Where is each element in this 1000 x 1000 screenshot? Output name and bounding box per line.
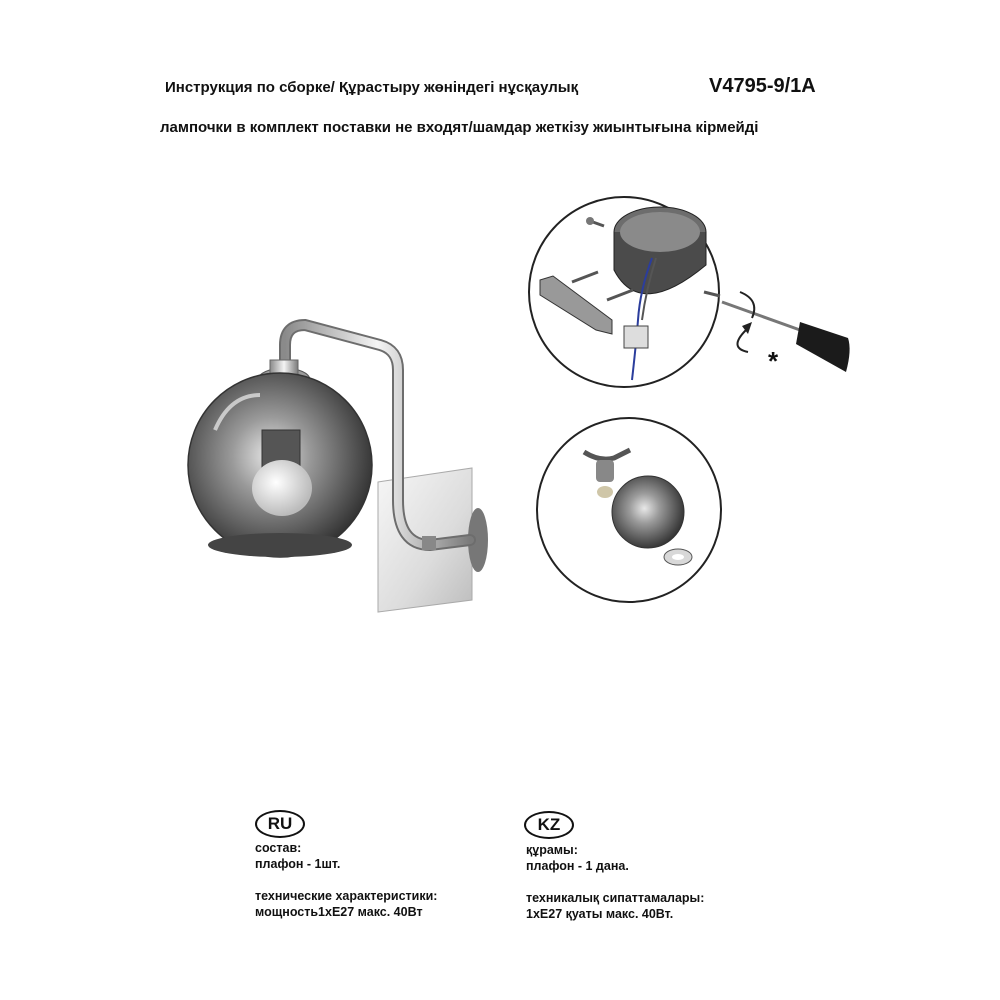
bulbs-note: лампочки в комплект поставки не входят/шамдар жеткізу жиынтығына кірмейді bbox=[160, 119, 759, 136]
screwdriver-shaft bbox=[722, 302, 800, 330]
model-code: V4795-9/1A bbox=[709, 75, 816, 97]
base-rim bbox=[620, 212, 700, 252]
kz-composition-value: плафон - 1 дана. bbox=[526, 859, 629, 873]
detail-bulb-tip bbox=[597, 486, 613, 498]
ru-language-badge: RU bbox=[255, 810, 305, 838]
terminal-block bbox=[624, 326, 648, 348]
rotation-arrow-bottom bbox=[737, 330, 748, 352]
shade-detail-illustration bbox=[537, 418, 721, 602]
ru-composition-label: состав: bbox=[255, 841, 302, 855]
asterisk-mark: * bbox=[768, 346, 779, 376]
arm-joint bbox=[422, 536, 436, 550]
kz-composition-label: құрамы: bbox=[526, 843, 578, 857]
ru-specs-label: технические характеристики: bbox=[255, 889, 438, 903]
kz-language-badge: KZ bbox=[524, 811, 574, 839]
detail-glass-shade bbox=[612, 476, 684, 548]
ru-specifications bbox=[255, 840, 437, 920]
instruction-title: Инструкция по сборке/ Құрастыру жөніндегі нұсқаулық bbox=[165, 79, 579, 96]
kz-specs-label: техникалық сипаттамалары: bbox=[526, 891, 705, 905]
wall-lamp-illustration bbox=[188, 325, 488, 612]
mounting-detail-illustration bbox=[529, 197, 850, 387]
kz-specifications bbox=[526, 842, 704, 922]
detail-socket bbox=[596, 460, 614, 482]
screw-top-head bbox=[586, 217, 594, 225]
ru-specs-value: мощность1хЕ27 макс. 40Вт bbox=[255, 905, 423, 919]
kz-specs-value: 1хЕ27 қуаты макс. 40Вт. bbox=[526, 907, 674, 921]
shade-opening bbox=[208, 533, 352, 557]
detail-ring-hole bbox=[672, 554, 684, 560]
bulb bbox=[252, 460, 312, 516]
screwdriver-handle bbox=[796, 322, 850, 372]
ru-composition-value: плафон - 1шт. bbox=[255, 857, 341, 871]
